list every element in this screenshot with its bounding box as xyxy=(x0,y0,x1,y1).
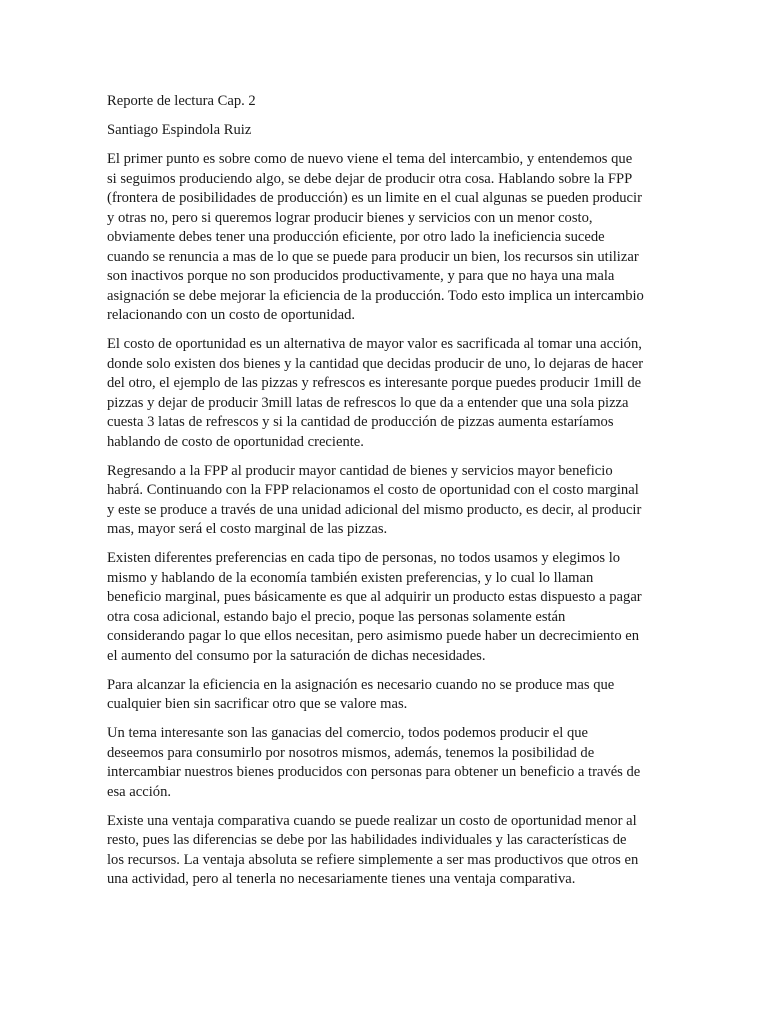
text-line: mas, mayor será el costo marginal de las pizzas. xyxy=(107,521,388,537)
text-line: esa acción. xyxy=(107,783,172,800)
text-line: resto, pues las diferencias se debe por las habilidades individuales y las características de xyxy=(107,832,627,848)
text-line: considerando pagar lo que ellos necesitan, pero asimismo puede haber un decrecimiento en xyxy=(107,628,640,644)
paragraph-2 xyxy=(107,335,655,452)
text-line: El costo de oportunidad es un alternativa de mayor valor es sacrificada al tomar una acción, xyxy=(107,336,642,352)
text-line: mismo y hablando de la economía también existen preferencias, y lo cual lo llaman xyxy=(107,569,594,586)
text-line: otra cosa adicional, estando bajo el precio, poque las personas solamente están xyxy=(107,608,566,625)
text-line: son inactivos porque no son producidos productivamente, y para que no haya una mala xyxy=(107,268,615,284)
text-line: habrá. Continuando con la FPP relacionamos el costo de oportunidad con el costo marginal xyxy=(107,482,639,498)
text-line: asignación se debe mejorar la eficiencia de la producción. Todo esto implica un intercambio xyxy=(107,287,644,304)
text-line: Regresando a la FPP al producir mayor cantidad de bienes y servicios mayor beneficio xyxy=(107,462,613,479)
text-line: beneficio marginal, pues básicamente es que al adquirir un producto estas dispuesto a pagar xyxy=(107,589,642,605)
document-title: Reporte de lectura Cap. 2 xyxy=(107,93,256,109)
text-line: El primer punto es sobre como de nuevo viene el tema del intercambio, y entendemos que xyxy=(107,151,633,167)
text-line: una actividad, pero al tenerla no necesariamente tienes una ventaja comparativa. xyxy=(107,871,576,887)
text-line: relacionando con un costo de oportunidad. xyxy=(107,307,356,323)
paragraph-7 xyxy=(107,812,655,890)
text-line: obviamente debes tener una producción eficiente, por otro lado la ineficiencia sucede xyxy=(107,229,605,245)
text-line: y otras no, pero si queremos lograr producir bienes y servicios con un menor costo, xyxy=(107,209,593,226)
document-author: Santiago Espindola Ruiz xyxy=(107,122,252,138)
text-line: cuesta 3 latas de refrescos y si la cantidad de producción de pizzas aumenta estaríamos xyxy=(107,414,614,430)
text-line: hablando de costo de oportunidad creciente. xyxy=(107,433,364,450)
text-line: si seguimos produciendo algo, se debe dejar de producir otra cosa. Hablando sobre la FPP xyxy=(107,170,633,187)
text-line: cuando se renuncia a mas de lo que se puede para producir un bien, los recursos sin utilizar xyxy=(107,248,639,265)
text-line: Un tema interesante son las ganacias del comercio, todos podemos producir el que xyxy=(107,725,589,741)
text-line: y este se produce a través de una unidad adicional del mismo producto, es decir, al producir xyxy=(107,501,642,518)
text-line: el aumento del consumo por la saturación de dichas necesidades. xyxy=(107,647,486,664)
text-line: (frontera de posibilidades de producción) es un limite en el cual algunas se pueden producir xyxy=(107,190,642,206)
paragraph-3 xyxy=(107,462,655,540)
text-line: Existe una ventaja comparativa cuando se puede realizar un costo de oportunidad menor al xyxy=(107,812,637,829)
text-line: deseemos para consumirlo por nosotros mismos, además, tenemos la posibilidad de xyxy=(107,744,595,761)
paragraph-4 xyxy=(107,549,655,666)
paragraph-6 xyxy=(107,724,655,802)
text-line: cualquier bien sin sacrificar otro que se valore mas. xyxy=(107,696,408,712)
text-line: Para alcanzar la eficiencia en la asignación es necesario cuando no se produce mas que xyxy=(107,676,615,693)
text-line: donde solo existen dos bienes y la cantidad que decidas producir de uno, lo dejaras de hacer xyxy=(107,355,644,372)
text-line: intercambiar nuestros bienes producidos con personas para obtener un beneficio a través de xyxy=(107,764,641,780)
text-line: del otro, el ejemplo de las pizzas y refrescos es interesante porque puedes producir 1mill de xyxy=(107,375,642,391)
document-page xyxy=(107,92,655,899)
paragraph-1 xyxy=(107,150,655,326)
text-line: Existen diferentes preferencias en cada tipo de personas, no todos usamos y elegimos lo xyxy=(107,550,621,566)
text-line: los recursos. La ventaja absoluta se refiere simplemente a ser mas productivos que otros en xyxy=(107,851,639,868)
text-line: pizzas y dejar de producir 3mill latas de refrescos lo que da a entender que una sola pizza xyxy=(107,394,629,411)
paragraph-5 xyxy=(107,676,655,715)
